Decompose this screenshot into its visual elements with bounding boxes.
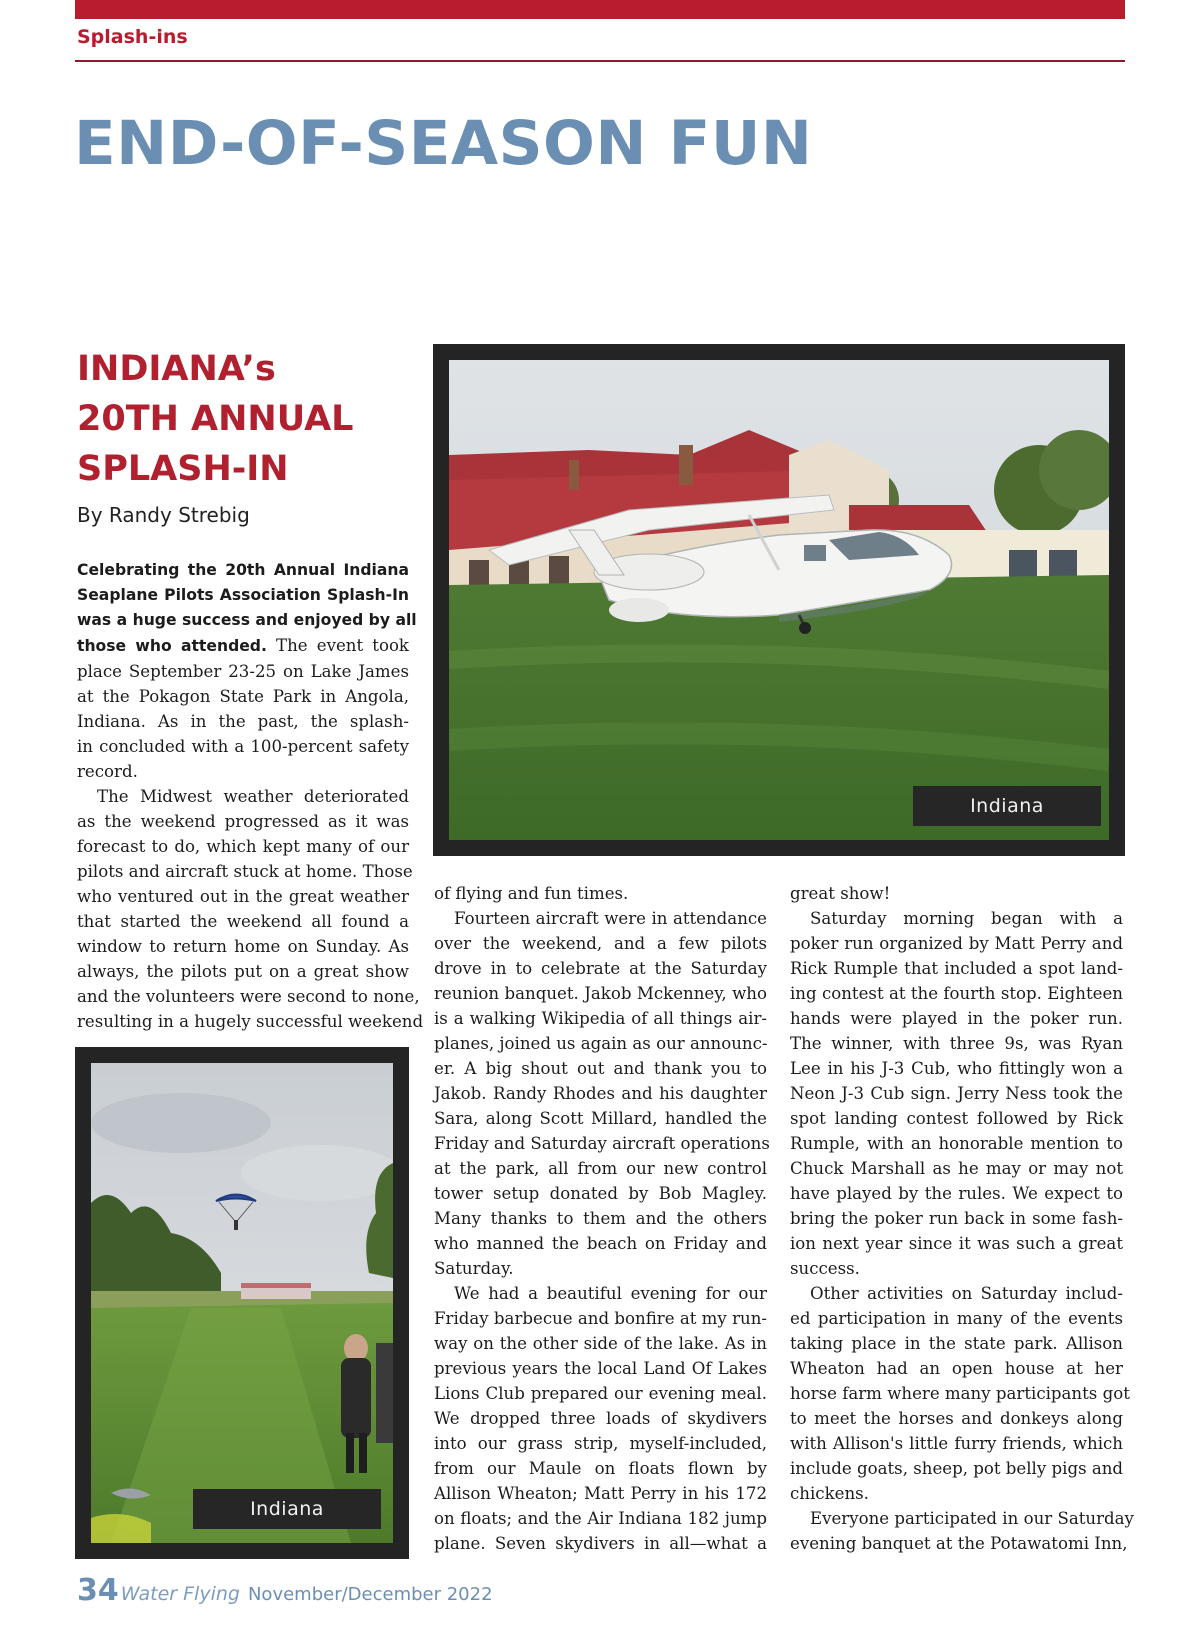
- lead-line: Celebrating the 20th Annual Indiana: [77, 561, 409, 579]
- text-line: into our grass strip, myself-included,: [434, 1434, 767, 1453]
- text-line: Rick Rumple that included a spot land-: [790, 959, 1123, 978]
- text-line: Lee in his J-3 Cub, who fittingly won a: [790, 1059, 1123, 1078]
- photo-caption: Indiana: [913, 786, 1101, 826]
- text-line: planes, joined us again as our announc-: [434, 1034, 768, 1053]
- text-line: Sara, along Scott Millard, handled the: [434, 1109, 767, 1128]
- text-line: pilots and aircraft stuck at home. Those: [77, 862, 413, 881]
- text-line: plane. Seven skydivers in all—what a: [434, 1534, 767, 1553]
- text-line: of flying and fun times.: [434, 884, 629, 903]
- text-line: Everyone participated in our Saturday: [810, 1509, 1134, 1528]
- seaplane-photo: [433, 344, 1125, 856]
- lead-line: was a huge success and enjoyed by all: [77, 611, 417, 629]
- article-subhead: [77, 344, 407, 494]
- text-line: ing contest at the fourth stop. Eighteen: [790, 984, 1123, 1003]
- text-line: place September 23-25 on Lake James: [77, 662, 409, 681]
- text-line: with Allison's little furry friends, which: [790, 1434, 1123, 1453]
- seaplane-image: [449, 360, 1109, 840]
- text-line: The Midwest weather deteriorated: [97, 787, 409, 806]
- text-line: Neon J-3 Cub sign. Jerry Ness took the: [790, 1084, 1123, 1103]
- photo-caption: Indiana: [193, 1489, 381, 1529]
- text-line: spot landing contest followed by Rick: [790, 1109, 1123, 1128]
- text-column-2: [434, 881, 770, 1556]
- text-line: poker run organized by Matt Perry and: [790, 934, 1123, 953]
- text-line: include goats, sheep, pot belly pigs and: [790, 1459, 1124, 1478]
- text-line: window to return home on Sunday. As: [77, 937, 409, 956]
- text-line: Many thanks to them and the others: [434, 1209, 767, 1228]
- text-line: over the weekend, and a few pilots: [434, 934, 767, 953]
- text-line: Rumple, with an honorable mention to: [790, 1134, 1123, 1153]
- issue-date: November/December 2022: [247, 1584, 493, 1605]
- text-line: at the Pokagon State Park in Angola,: [77, 687, 409, 706]
- subhead-line: 20TH ANNUAL: [77, 399, 354, 439]
- text-line: way on the other side of the lake. As in: [434, 1334, 767, 1353]
- text-line: evening banquet at the Potawatomi Inn,: [790, 1534, 1128, 1553]
- text-line: Chuck Marshall as he may or may not: [790, 1159, 1123, 1178]
- skydiver-image: [91, 1063, 393, 1543]
- text-line: at the park, all from our new control: [434, 1159, 767, 1178]
- text-line: Other activities on Saturday includ-: [810, 1284, 1123, 1303]
- section-label: Splash-ins: [77, 26, 188, 48]
- text-line: who manned the beach on Friday and: [434, 1234, 767, 1253]
- text-line: tower setup donated by Bob Magley.: [434, 1184, 767, 1203]
- text-line: drove in to celebrate at the Saturday: [434, 959, 767, 978]
- text-line: ion next year since it was such a great: [790, 1234, 1123, 1253]
- text-line: The winner, with three 9s, was Ryan: [790, 1034, 1123, 1053]
- lead-line-mixed: [77, 633, 409, 659]
- text-column-1: [77, 558, 424, 1034]
- lead-tail: The event took: [266, 636, 409, 655]
- text-line: Allison Wheaton; Matt Perry in his 172: [434, 1484, 767, 1503]
- text-line: from our Maule on floats flown by: [434, 1459, 767, 1478]
- text-line: chickens.: [790, 1484, 869, 1503]
- text-line: reunion banquet. Jakob Mckenney, who: [434, 984, 767, 1003]
- text-line: Jakob. Randy Rhodes and his daughter: [434, 1084, 767, 1103]
- text-line: great show!: [790, 884, 891, 903]
- text-line: in concluded with a 100-percent safety: [77, 737, 409, 756]
- text-line: horse farm where many participants got: [790, 1384, 1130, 1403]
- text-line: previous years the local Land Of Lakes: [434, 1359, 767, 1378]
- page-number: 34: [77, 1573, 119, 1608]
- text-line: bring the poker run back in some fash-: [790, 1209, 1123, 1228]
- text-line: Lions Club prepared our evening meal.: [434, 1384, 767, 1403]
- section-rule: [75, 60, 1125, 62]
- text-line: that started the weekend all found a: [77, 912, 409, 931]
- text-line: on floats; and the Air Indiana 182 jump: [434, 1509, 767, 1528]
- page-footer: [77, 1573, 493, 1608]
- text-line: always, the pilots put on a great show: [77, 962, 409, 981]
- text-column-3: [790, 881, 1134, 1556]
- text-line: have played by the rules. We expect to: [790, 1184, 1123, 1203]
- skydiver-photo: [75, 1047, 409, 1559]
- text-line: er. A big shout out and thank you to: [434, 1059, 767, 1078]
- subhead-line: INDIANA’s: [77, 349, 276, 389]
- byline: By Randy Strebig: [77, 503, 250, 527]
- text-line: is a walking Wikipedia of all things air-: [434, 1009, 767, 1028]
- text-line: to meet the horses and donkeys along: [790, 1409, 1123, 1428]
- text-line: record.: [77, 762, 138, 781]
- publication-name: Water Flying: [120, 1583, 240, 1605]
- page-headline: END-OF-SEASON FUN: [74, 108, 813, 179]
- text-line: Fourteen aircraft were in attendance: [454, 909, 767, 928]
- text-line: taking place in the state park. Allison: [790, 1334, 1123, 1353]
- subhead-line: SPLASH-IN: [77, 449, 289, 489]
- top-color-bar: [75, 0, 1125, 19]
- text-line: Saturday morning began with a: [810, 909, 1123, 928]
- text-line: hands were played in the poker run.: [790, 1009, 1123, 1028]
- text-line: Friday barbecue and bonfire at my run-: [434, 1309, 767, 1328]
- text-line: and the volunteers were second to none,: [77, 987, 420, 1006]
- text-line: as the weekend progressed as it was: [77, 812, 409, 831]
- text-line: We dropped three loads of skydivers: [434, 1409, 767, 1428]
- lead-line: Seaplane Pilots Association Splash-In: [77, 586, 409, 604]
- text-line: Indiana. As in the past, the splash-: [77, 712, 409, 731]
- text-line: Friday and Saturday aircraft operations: [434, 1134, 770, 1153]
- text-line: who ventured out in the great weather: [77, 887, 409, 906]
- text-line: resulting in a hugely successful weekend: [77, 1012, 424, 1031]
- lead-bold: those who attended.: [77, 637, 267, 655]
- text-line: We had a beautiful evening for our: [454, 1284, 767, 1303]
- text-line: ed participation in many of the events: [790, 1309, 1123, 1328]
- text-line: Saturday.: [434, 1259, 514, 1278]
- text-line: success.: [790, 1259, 860, 1278]
- text-line: forecast to do, which kept many of our: [77, 837, 409, 856]
- text-line: Wheaton had an open house at her: [790, 1359, 1123, 1378]
